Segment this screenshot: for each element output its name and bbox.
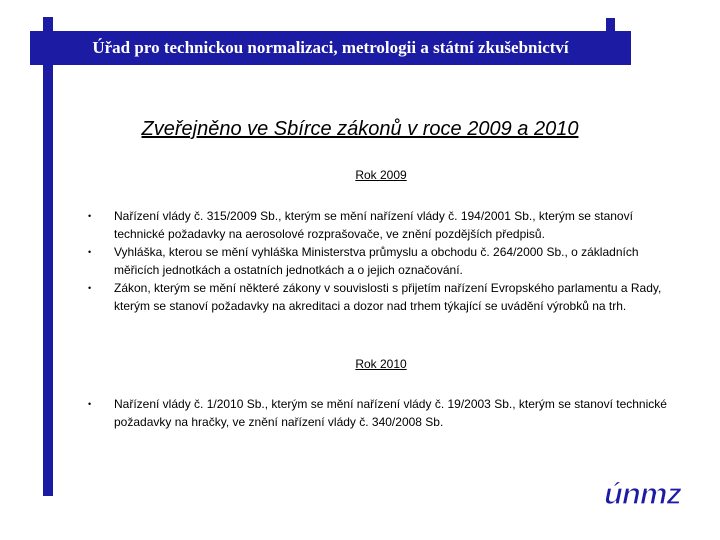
list-item <box>84 207 684 243</box>
list-item-text: Zákon, kterým se mění některé zákony v souvislosti s přijetím nařízení Evropského parlamentu a Rady, kterým se stanoví požadavky na akreditaci a dozor nad trhem týkající se uvádění výrobků na trh. <box>114 281 662 313</box>
header-banner: Úřad pro technickou normalizaci, metrologii a státní zkušebnictví <box>30 31 631 65</box>
bullet-icon: • <box>88 211 92 221</box>
section-heading-2009: Rok 2009 <box>355 168 407 182</box>
section-heading-2010: Rok 2010 <box>355 357 407 371</box>
left-accent-bar <box>43 17 53 496</box>
bullet-icon: • <box>88 399 92 409</box>
list-item <box>84 243 684 279</box>
logo-text: únmz <box>604 476 681 508</box>
bullet-icon: • <box>88 283 92 293</box>
list-item-text: Nařízení vlády č. 1/2010 Sb., kterým se mění nařízení vlády č. 19/2003 Sb., kterým se stanoví technické požadavky na hračky, ve znění nařízení vlády č. 340/2008 Sb. <box>114 397 667 429</box>
page-title: Zveřejněno ve Sbírce zákonů v roce 2009 a 2010 <box>141 118 579 140</box>
unmz-logo <box>604 474 688 508</box>
list-item <box>84 395 684 431</box>
bullet-icon: • <box>88 247 92 257</box>
list-item-text: Vyhláška, kterou se mění vyhláška Ministerstva průmyslu a obchodu č. 264/2000 Sb., o základních měřicích jednotkách a ostatních jednotkách a o jejich označování. <box>114 245 639 277</box>
list-2009 <box>84 207 684 315</box>
list-2010 <box>84 395 684 431</box>
list-item-text: Nařízení vlády č. 315/2009 Sb., kterým se mění nařízení vlády č. 194/2001 Sb., kterým se stanoví technické požadavky na aerosolové rozprašovače, ve znění pozdějších předpisů. <box>114 209 633 241</box>
list-item <box>84 279 684 315</box>
